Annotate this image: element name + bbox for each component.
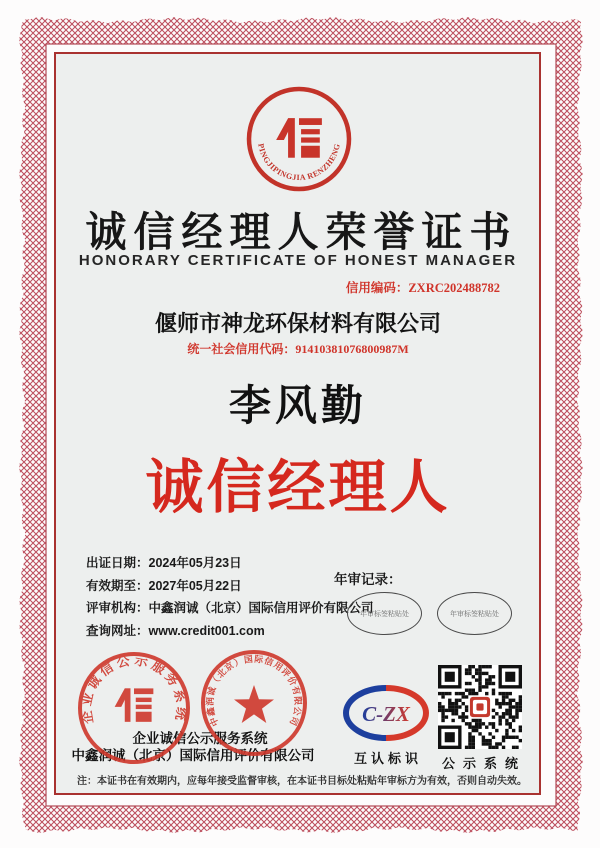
xin-logo-icon: [276, 118, 322, 158]
valid-until-value: 2027年05月22日: [148, 578, 242, 593]
annual-sticker-slot-1: [347, 592, 422, 635]
recipient-name: 李风勤: [228, 382, 367, 429]
valid-until-row: [86, 575, 374, 598]
certificate-title: 诚信经理人荣誉证书: [85, 209, 518, 255]
company-star-seal: [198, 644, 310, 764]
validity-note: 注：本证书在有效期内，应每年接受监督审核，在本证书目标处粘贴年审标方为有效，否则自动失效。: [77, 776, 527, 787]
uscc-label: 统一社会信用代码：: [187, 342, 296, 356]
issue-date-label: 出证日期：: [86, 556, 149, 570]
review-org-row: [86, 597, 374, 620]
xin-logo-icon: [115, 688, 154, 721]
sticker-placeholder-text: 年审标签粘贴处: [360, 609, 409, 618]
sticker-placeholder-text: 年审标签粘贴处: [450, 609, 499, 618]
annual-review-label: 年审记录：: [334, 572, 402, 587]
seal1-ring-text: 企业诚信公示服务系统: [78, 652, 190, 725]
qr-system-label: 公示系统: [441, 756, 526, 771]
credit-code-label: 信用编码：: [345, 281, 409, 295]
valid-until-label: 有效期至：: [86, 578, 149, 593]
company-name: 偃师市神龙环保材料有限公司: [154, 311, 441, 336]
issue-date-value: 2024年05月23日: [148, 556, 242, 570]
qr-code: [438, 665, 522, 749]
query-url-row: [86, 620, 374, 643]
star-icon: [234, 685, 274, 723]
czx-text: C-ZX: [362, 702, 410, 726]
issue-date-row: [86, 552, 374, 575]
org-system-line: 企业诚信公示服务系统: [132, 731, 268, 746]
uscc-value: 91410381076800987M: [295, 342, 409, 356]
czx-logo: [338, 684, 434, 746]
credit-code-line: [54, 278, 500, 296]
query-url-value: www.credit001.com: [148, 623, 265, 638]
mutual-recognition-label: 互认标识: [353, 751, 422, 766]
public-system-seal: [74, 646, 194, 770]
details-block: [86, 552, 374, 642]
annual-sticker-slot-2: [437, 592, 512, 635]
review-org-value: 中鑫润诚（北京）国际信用评价有限公司: [148, 601, 374, 615]
rating-emblem: [224, 70, 376, 198]
emblem-ring-text: PINGJIPINGJIA RENZHENG: [256, 142, 342, 183]
query-url-label: 查询网址：: [86, 623, 149, 638]
org-company-line: 中鑫润诚（北京）国际信用评价有限公司: [71, 748, 315, 763]
seal2-ring-text: 中鑫润诚（北京）国际信用评价有限公司: [204, 653, 304, 728]
credit-code-value: ZXRC202488782: [408, 281, 500, 295]
uscc-line: [54, 340, 542, 357]
review-org-label: 评审机构：: [86, 601, 149, 615]
certificate-subtitle: HONORARY CERTIFICATE OF HONEST MANAGER: [78, 252, 518, 269]
honor-title: 诚信经理人: [145, 455, 451, 520]
